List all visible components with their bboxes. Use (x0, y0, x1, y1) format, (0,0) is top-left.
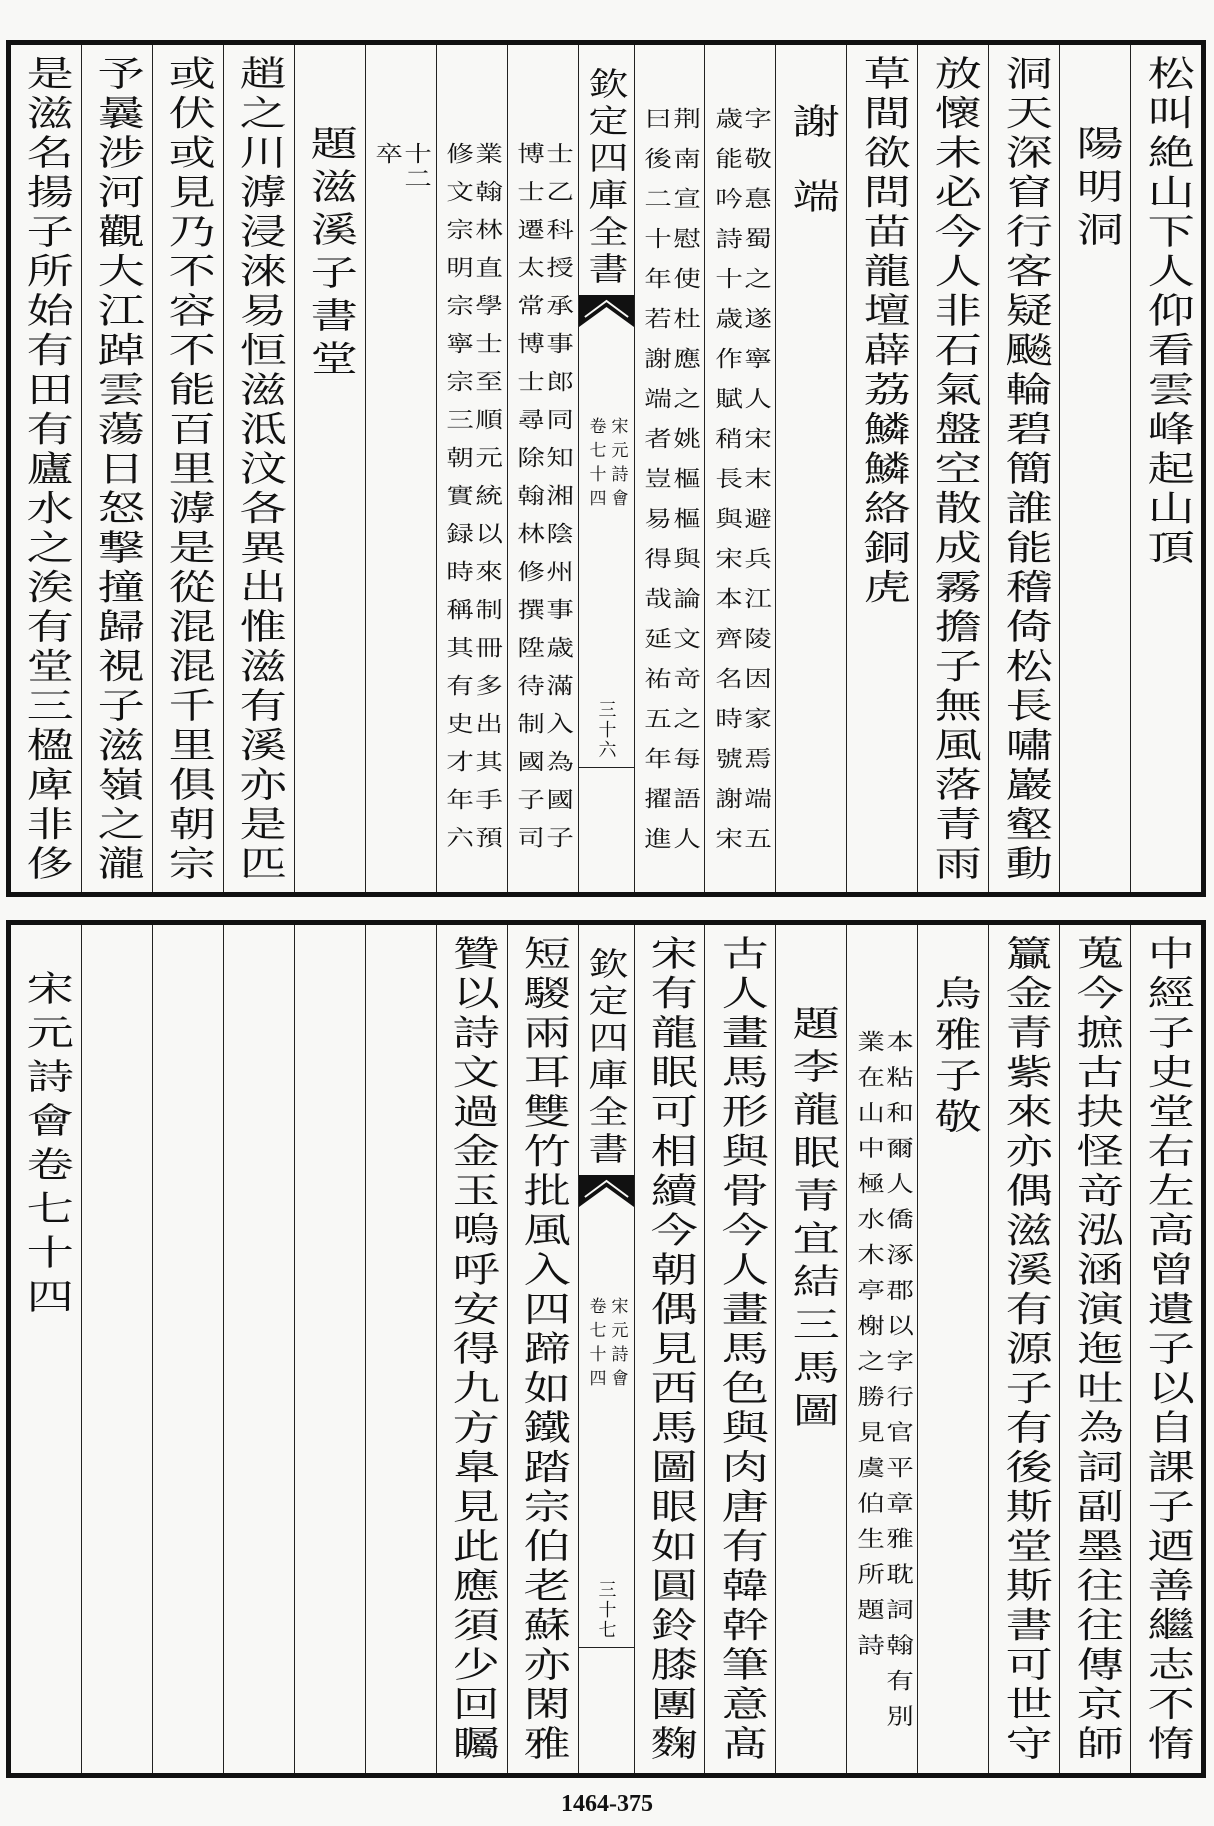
closing-title: 宋元詩會卷七十四 (19, 970, 74, 1322)
poem-line-column (988, 45, 1059, 892)
note-line: 本粘和爾人僑涿郡以字行官平章雅耽詞翰有別 (881, 1030, 914, 1740)
blank-column (223, 925, 294, 1773)
poem-line: 草間欲問苗龍壇薜荔鱗鱗絡銅虎 (855, 55, 910, 608)
page-number: 三十六 (595, 700, 617, 760)
bottom-half-page (6, 920, 1206, 1778)
poem-line-column (1130, 45, 1201, 892)
running-title: 宋元詩會 (607, 417, 628, 513)
poem-line-column (223, 45, 294, 892)
author-column (775, 45, 846, 892)
blank-column (152, 925, 223, 1773)
poem-line: 蒐今摭古抉怪竒泓涵演迤吐為詞副墨往往傳京師 (1068, 935, 1123, 1765)
note-line: 業翰林直學士至順元統以來制冊多出其手預 (471, 142, 503, 864)
note-line: 修文宗明宗寧宗三朝實録時稱其有史才年六 (442, 142, 474, 864)
author-name: 烏雅子敬 (926, 975, 981, 1139)
note-line: 卒 (371, 142, 403, 167)
poem-line: 放懷未必今人非石氣盤空散成霧擔子無風落青雨 (926, 55, 981, 885)
note-column (365, 45, 436, 892)
note-line: 業在山中極水木亭榭之勝見虞伯生所題詩 (852, 1030, 885, 1669)
poem-line-column (917, 45, 988, 892)
poem-line-column (846, 45, 917, 892)
blank-column (81, 925, 152, 1773)
blank-column (365, 925, 436, 1773)
running-title-block (579, 417, 634, 513)
poem-line-column (1059, 925, 1130, 1773)
note-column (704, 45, 775, 892)
note-line: 十二 (400, 142, 432, 192)
title-column (294, 45, 365, 892)
center-fold-column (578, 45, 634, 892)
poem-line: 松叫絶山下人仰看雲峰起山頂 (1139, 55, 1194, 569)
note-line: 士乙科授承事郎同知湘陰州事歳滿入為國子 (542, 142, 574, 864)
poem-title: 題李龍眠青宜結三馬圖 (785, 1005, 840, 1435)
note-line: 曰後二十年若謝端者豈易得哉延祐五年擢進 (639, 107, 672, 867)
poem-line-column (988, 925, 1059, 1773)
poem-title: 陽明洞 (1068, 125, 1123, 254)
center-rule (579, 767, 634, 768)
note-column (846, 925, 917, 1773)
author-name: 謝端 (785, 103, 840, 253)
poem-line: 宋有龍眠可相續今朝偶見西馬圖眼如圓鈴膝團麴 (643, 935, 698, 1765)
fishtail-mark (579, 295, 634, 327)
poem-line-column (152, 45, 223, 892)
poem-line-column (1130, 925, 1201, 1773)
author-column (917, 925, 988, 1773)
poem-line: 中經子史堂右左高曾遺子以自課子迺善繼志不惰 (1139, 935, 1194, 1765)
title-column (1059, 45, 1130, 892)
center-fold-column (578, 925, 634, 1773)
volume-label: 卷七十四 (585, 417, 606, 513)
poem-line-column (634, 925, 705, 1773)
poem-line: 是滋名揚子所始有田有廬水之涘有堂三楹庳非侈 (19, 55, 74, 885)
note-column (634, 45, 705, 892)
note-line: 歳能吟詩十歳作賦稍長與宋本齊名時號謝宋 (710, 107, 743, 867)
poem-line: 予曩涉河觀大江踔雲蕩日怒撃撞歸視子滋嶺之瀧 (90, 55, 145, 885)
poem-line: 籯金青紫來亦偶滋溪有源子有後斯堂斯書可世守 (997, 935, 1052, 1765)
center-book-title: 欽定四庫全書 (581, 67, 630, 289)
poem-line: 趙之川滹浸淶易恒滋泜汶各異出惟滋有溪亦是匹 (232, 55, 287, 885)
poem-line: 短騣兩耳雙竹批風入四蹄如鐵踏宗伯老蘇亦閑雅 (516, 935, 571, 1765)
volume-label: 卷七十四 (585, 1297, 606, 1393)
poem-line-column (436, 925, 507, 1773)
note-line: 字敬惪蜀之遂寧人宋末避兵江陵因家焉端五 (739, 107, 772, 867)
scan-page-reference: 1464-375 (561, 1791, 653, 1817)
poem-title: 題滋溪子書堂 (303, 125, 358, 383)
poem-line-column (81, 45, 152, 892)
poem-line: 或伏或見乃不容不能百里滹是從混混千里俱朝宗 (161, 55, 216, 885)
poem-line-column (11, 45, 81, 892)
center-book-title: 欽定四庫全書 (581, 947, 630, 1169)
note-column (507, 45, 578, 892)
note-line: 荆南宣慰使杜應之姚樞樞與論文竒之每語人 (668, 107, 701, 867)
running-title-block (579, 1297, 634, 1393)
note-line: 博士遷太常博士尋除翰林修撰陞待制國子司 (513, 142, 545, 864)
top-half-page (6, 40, 1206, 897)
closing-title-column (11, 925, 81, 1773)
running-title: 宋元詩會 (607, 1297, 628, 1393)
page-number: 三十七 (595, 1580, 617, 1640)
center-rule (579, 1647, 634, 1648)
poem-line: 贊以詩文過金玉嗚呼安得九方臯見此應須少回矚 (445, 935, 500, 1765)
note-column (436, 45, 507, 892)
poem-line: 古人畫馬形與骨今人畫馬色與肉唐有韓幹筆意髙 (714, 935, 769, 1765)
poem-line-column (507, 925, 578, 1773)
poem-line: 洞天深窅行客疑飈輪碧簡誰能稽倚松長嘯巖壑動 (997, 55, 1052, 885)
fishtail-mark (579, 1175, 634, 1207)
title-column (775, 925, 846, 1773)
blank-column (294, 925, 365, 1773)
poem-line-column (704, 925, 775, 1773)
